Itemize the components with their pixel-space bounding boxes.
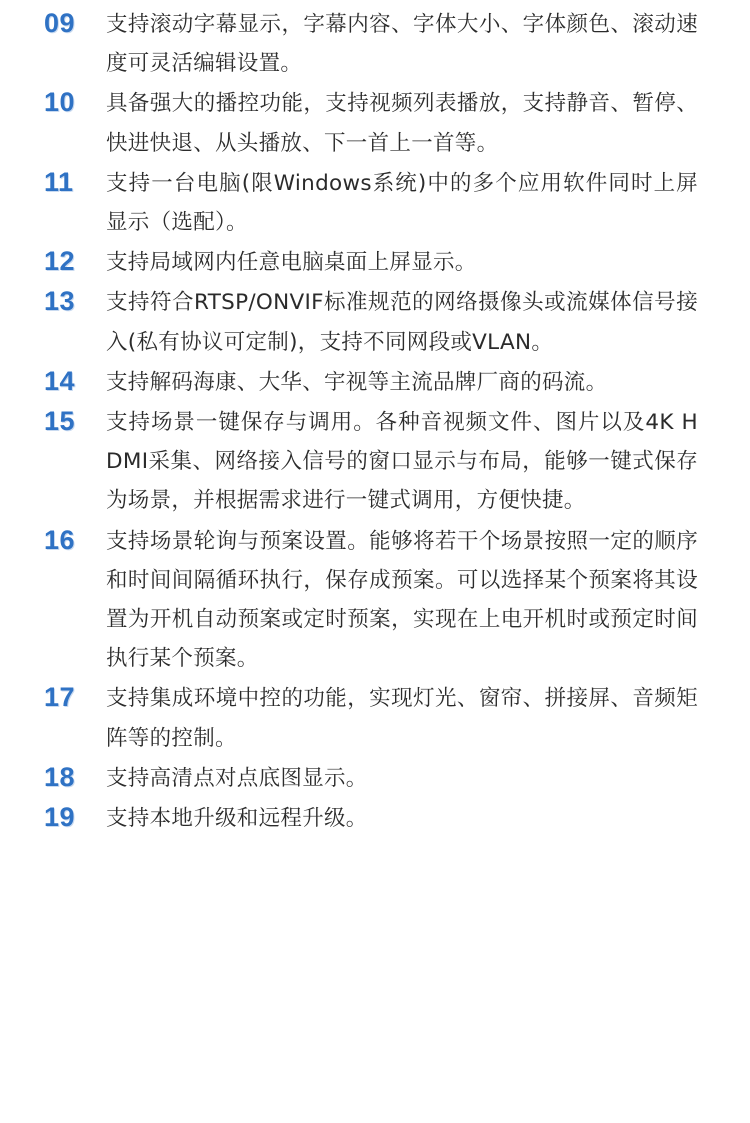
feature-description: 支持场景轮询与预案设置。能够将若干个场景按照一定的顺序和时间间隔循环执行，保存成预案。可以选择某个预案将其设置为开机自动预案或定时预案，实现在上电开机时或预定时间执行某个预案。 bbox=[106, 528, 698, 672]
feature-description: 支持本地升级和远程升级。 bbox=[106, 806, 368, 832]
feature-item-16 bbox=[0, 521, 750, 679]
feature-number: 15 bbox=[44, 406, 76, 437]
feature-item-10 bbox=[0, 83, 750, 162]
feature-number: 14 bbox=[44, 365, 76, 396]
feature-list bbox=[0, 4, 750, 838]
feature-number: 16 bbox=[44, 524, 76, 555]
feature-item-13 bbox=[0, 282, 750, 361]
feature-number: 17 bbox=[44, 682, 76, 713]
feature-number: 10 bbox=[44, 87, 76, 118]
feature-description: 支持符合RTSP/ONVIF标准规范的网络摄像头或流媒体信号接入(私有协议可定制)，支持不同网段或VLAN。 bbox=[106, 290, 698, 355]
feature-description: 支持高清点对点底图显示。 bbox=[106, 765, 368, 791]
feature-item-19 bbox=[0, 798, 750, 838]
feature-item-12 bbox=[0, 242, 750, 282]
feature-number: 11 bbox=[44, 166, 74, 197]
feature-description: 支持集成环境中控的功能，实现灯光、窗帘、拼接屏、音频矩阵等的控制。 bbox=[106, 686, 698, 751]
feature-description: 支持滚动字幕显示，字幕内容、字体大小、字体颜色、滚动速度可灵活编辑设置。 bbox=[106, 12, 698, 77]
feature-description: 具备强大的播控功能，支持视频列表播放，支持静音、暂停、快进快退、从头播放、下一首上一首等。 bbox=[106, 91, 698, 156]
feature-number: 13 bbox=[44, 286, 76, 317]
feature-item-11 bbox=[0, 163, 750, 242]
feature-description: 支持局域网内任意电脑桌面上屏显示。 bbox=[106, 250, 477, 276]
feature-item-15 bbox=[0, 402, 750, 521]
feature-item-14 bbox=[0, 362, 750, 402]
feature-description: 支持解码海康、大华、宇视等主流品牌厂商的码流。 bbox=[106, 369, 608, 395]
feature-description: 支持场景一键保存与调用。各种音视频文件、图片以及4K HDMI采集、网络接入信号的窗口显示与布局，能够一键式保存为场景，并根据需求进行一键式调用，方便快捷。 bbox=[106, 410, 698, 514]
feature-number: 19 bbox=[44, 802, 76, 833]
feature-item-18 bbox=[0, 758, 750, 798]
feature-number: 09 bbox=[44, 8, 76, 38]
feature-item-09 bbox=[0, 4, 750, 83]
feature-number: 18 bbox=[44, 761, 76, 792]
feature-item-17 bbox=[0, 678, 750, 757]
feature-description: 支持一台电脑(限Windows系统)中的多个应用软件同时上屏显示（选配）。 bbox=[106, 170, 698, 236]
feature-number: 12 bbox=[44, 246, 76, 277]
